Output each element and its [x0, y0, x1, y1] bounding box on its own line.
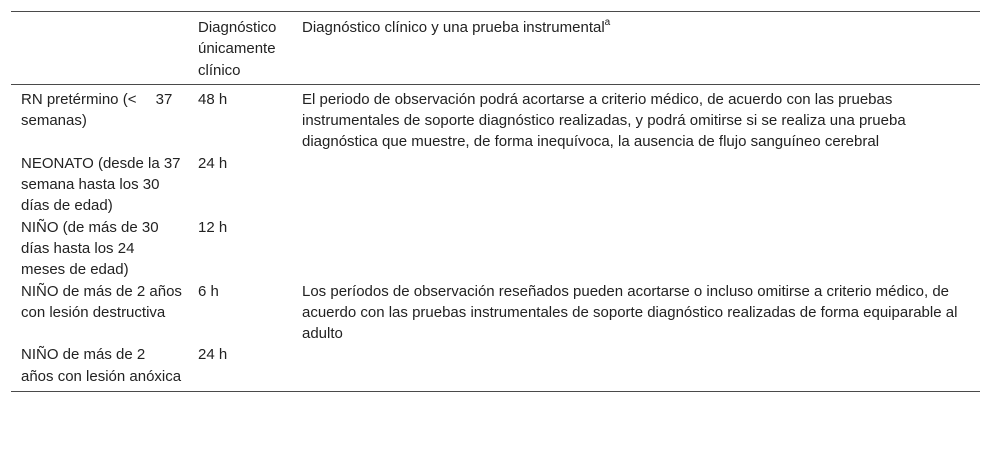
- row-label-cell: RN pretérmino (< 37 semanas): [21, 90, 173, 130]
- row-time-cell: 48 h: [198, 90, 228, 108]
- row-note-cell: [292, 153, 980, 217]
- row-label-cell: NIÑO de más de 2 años con lesión destructiva: [21, 282, 182, 321]
- row-time-cell: 12 h: [198, 218, 228, 236]
- table-row: [11, 84, 980, 152]
- row-note-cell: [292, 344, 980, 391]
- table-row: [11, 153, 980, 217]
- table-row: [11, 344, 980, 391]
- header-clinical-and-instrumental-text: Diagnóstico clínico y una prueba instrumental: [302, 19, 605, 36]
- observation-periods-table: [11, 11, 980, 392]
- header-empty-cell: [11, 12, 188, 85]
- header-clinical-only: Diagnóstico únicamente clínico: [198, 19, 277, 79]
- row-label-cell: NIÑO de más de 2 años con lesión anóxica: [21, 346, 182, 385]
- footnote-marker: a: [604, 17, 611, 28]
- table-header: [11, 12, 980, 85]
- row-time-cell: 24 h: [198, 154, 228, 172]
- header-row: [11, 12, 980, 85]
- row-note-cell: [292, 217, 980, 281]
- table-row: [11, 217, 980, 281]
- row-time-cell: 24 h: [198, 346, 228, 364]
- table-body: [11, 84, 980, 391]
- table-row: [11, 281, 980, 345]
- row-note-cell: Los períodos de observación reseñados pueden acortarse o incluso omitirse a criterio médico, de acuerdo con las pruebas instrumentales de soporte diagnóstico realizadas de forma equiparable al adulto: [302, 282, 958, 343]
- row-label-cell: NEONATO (desde la 37 semana hasta los 30 días de edad): [21, 154, 181, 215]
- row-note-cell: El periodo de observación podrá acortarse a criterio médico, de acuerdo con las pruebas instrumentales de soporte diagnóstico realizadas, y podrá omitirse si se realiza una prueba diagnóstica que muestre, de forma inequívoca, la ausencia de flujo sanguíneo cerebral: [302, 90, 906, 151]
- header-clinical-and-instrumental: [292, 12, 980, 85]
- row-time-cell: 6 h: [198, 282, 219, 300]
- observation-table-container: [11, 11, 980, 392]
- row-label-cell: NIÑO (de más de 30 días hasta los 24 meses de edad): [21, 218, 174, 279]
